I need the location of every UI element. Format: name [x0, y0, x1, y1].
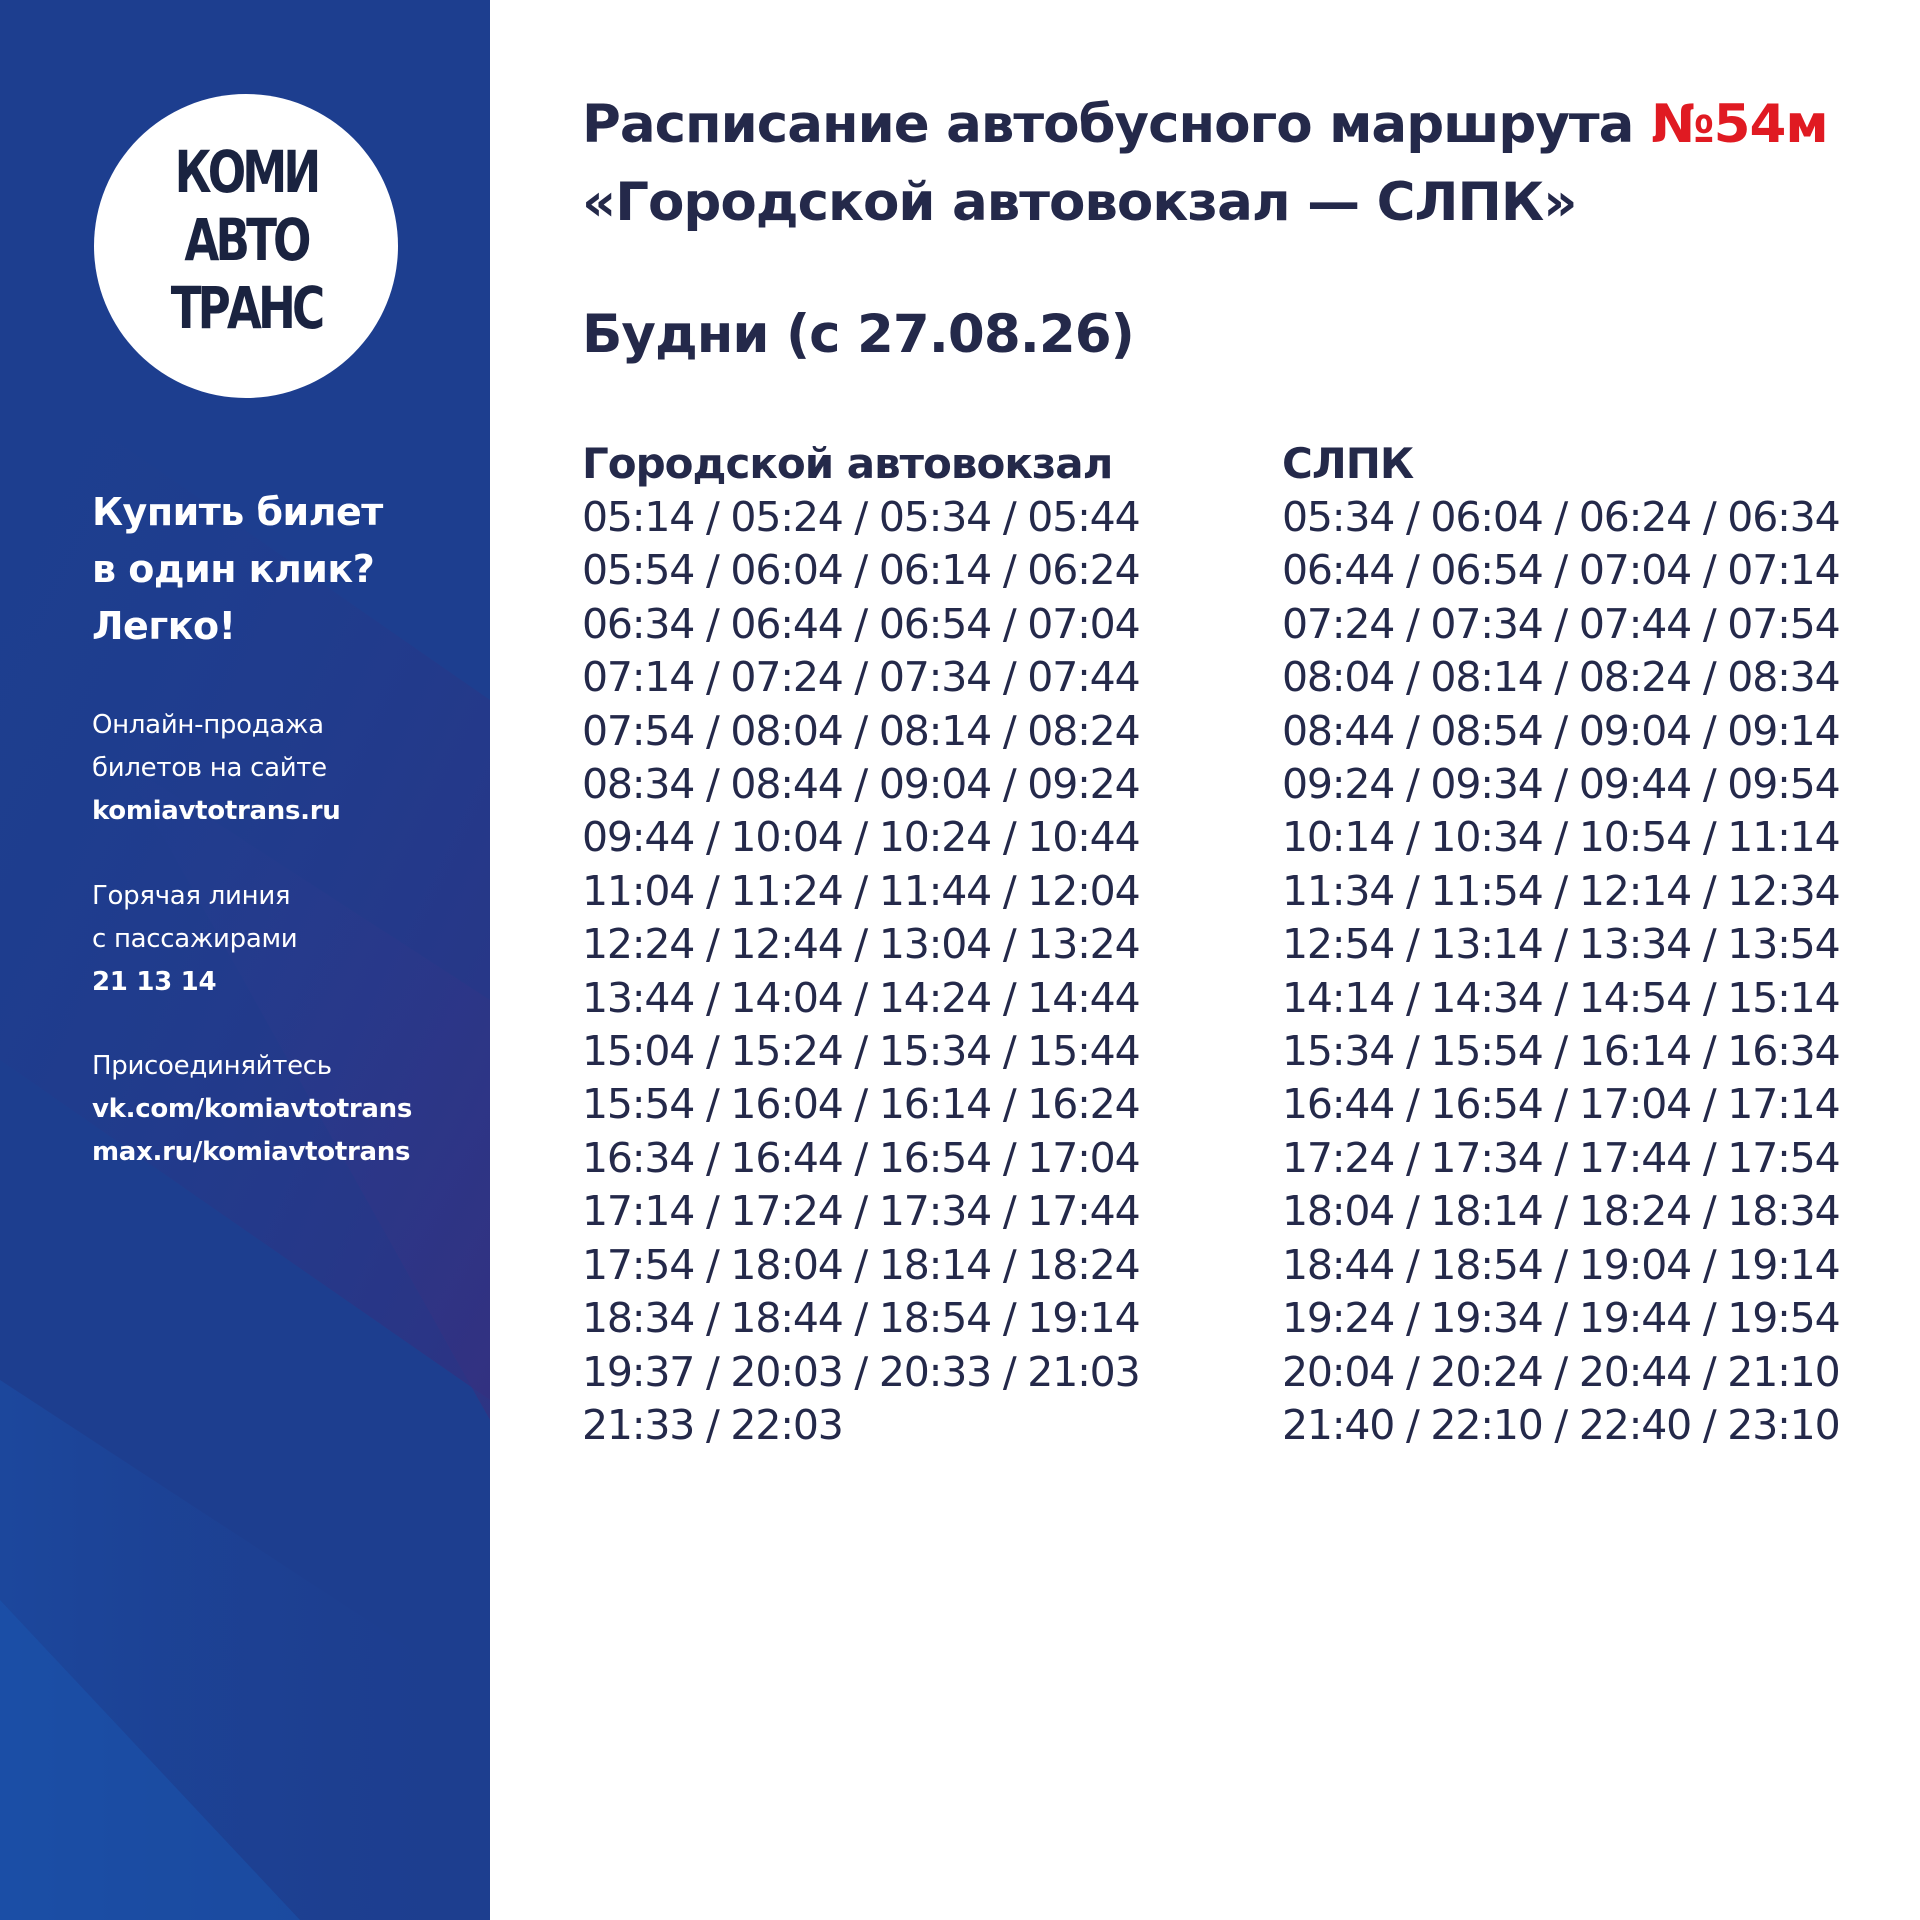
time-row: 12:54 / 13:14 / 13:34 / 13:54 [1282, 920, 1840, 969]
hotline-line-1: Горячая линия [92, 881, 291, 911]
schedule-column-bus-station [582, 437, 1139, 1452]
time-row: 17:14 / 17:24 / 17:34 / 17:44 [582, 1187, 1140, 1236]
column-header-slpk: СЛПК [1282, 439, 1414, 488]
time-row: 20:04 / 20:24 / 20:44 / 21:10 [1282, 1347, 1840, 1396]
time-row: 16:44 / 16:54 / 17:04 / 17:14 [1282, 1080, 1840, 1129]
time-row: 07:24 / 07:34 / 07:44 / 07:54 [1282, 599, 1840, 648]
promo-line-3: Легко! [92, 604, 236, 648]
time-row: 19:24 / 19:34 / 19:44 / 19:54 [1282, 1294, 1840, 1343]
departure-times-slpk [1282, 491, 1839, 1452]
day-type-heading: Будни (с 27.08.26) [582, 304, 1134, 365]
time-row: 15:34 / 15:54 / 16:14 / 16:34 [1282, 1027, 1840, 1076]
time-row: 15:54 / 16:04 / 16:14 / 16:24 [582, 1080, 1140, 1129]
time-row: 11:34 / 11:54 / 12:14 / 12:34 [1282, 866, 1840, 915]
time-row: 12:24 / 12:44 / 13:04 / 13:24 [582, 920, 1140, 969]
online-sales-block [92, 704, 482, 833]
time-row: 05:34 / 06:04 / 06:24 / 06:34 [1282, 493, 1840, 541]
time-row: 08:44 / 08:54 / 09:04 / 09:14 [1282, 706, 1840, 755]
time-row: 06:44 / 06:54 / 07:04 / 07:14 [1282, 546, 1840, 595]
time-row: 18:34 / 18:44 / 18:54 / 19:14 [582, 1294, 1140, 1343]
time-row: 17:54 / 18:04 / 18:14 / 18:24 [582, 1240, 1140, 1289]
hotline-line-2: с пассажирами [92, 924, 298, 954]
time-row: 08:04 / 08:14 / 08:24 / 08:34 [1282, 653, 1840, 702]
time-row: 16:34 / 16:44 / 16:54 / 17:04 [582, 1133, 1140, 1182]
time-row: 06:34 / 06:44 / 06:54 / 07:04 [582, 599, 1140, 648]
title-prefix: Расписание автобусного маршрута [582, 94, 1651, 155]
time-row: 05:14 / 05:24 / 05:34 / 05:44 [582, 493, 1140, 541]
schedule-column-slpk [1282, 437, 1839, 1452]
social-join-label: Присоединяйтесь [92, 1051, 332, 1081]
company-logo-text [127, 138, 364, 342]
promo-line-2: в один клик? [92, 547, 375, 591]
promo-line-1: Купить билет [92, 490, 383, 534]
departure-times-bus-station [582, 491, 1139, 1452]
promo-slogan [92, 484, 472, 655]
time-row: 13:44 / 14:04 / 14:24 / 14:44 [582, 973, 1140, 1022]
time-row: 21:40 / 22:10 / 22:40 / 23:10 [1282, 1400, 1840, 1449]
social-links-block [92, 1045, 482, 1174]
time-row: 09:24 / 09:34 / 09:44 / 09:54 [1282, 760, 1840, 809]
logo-line-2: АВТО [184, 206, 308, 274]
sidebar-panel [0, 0, 490, 1920]
time-row: 21:33 / 22:03 [582, 1400, 843, 1449]
time-row: 08:34 / 08:44 / 09:04 / 09:24 [582, 760, 1140, 809]
online-sales-line-1: Онлайн-продажа [92, 710, 324, 740]
time-row: 09:44 / 10:04 / 10:24 / 10:44 [582, 813, 1140, 862]
time-row: 19:37 / 20:03 / 20:33 / 21:03 [582, 1347, 1140, 1396]
time-row: 05:54 / 06:04 / 06:14 / 06:24 [582, 546, 1140, 595]
hotline-phone[interactable]: 21 13 14 [92, 967, 217, 997]
route-name: «Городской автовокзал — СЛПК» [582, 172, 1577, 233]
time-row: 11:04 / 11:24 / 11:44 / 12:04 [582, 866, 1140, 915]
logo-line-1: КОМИ [174, 138, 318, 206]
time-row: 17:24 / 17:34 / 17:44 / 17:54 [1282, 1133, 1840, 1182]
vk-link[interactable]: vk.com/komiavtotrans [92, 1094, 413, 1124]
max-link[interactable]: max.ru/komiavtotrans [92, 1137, 411, 1167]
time-row: 15:04 / 15:24 / 15:34 / 15:44 [582, 1027, 1140, 1076]
logo-line-3: ТРАНС [170, 274, 322, 342]
online-sales-line-2: билетов на сайте [92, 753, 327, 783]
company-logo [94, 94, 398, 398]
time-row: 10:14 / 10:34 / 10:54 / 11:14 [1282, 813, 1840, 862]
time-row: 18:04 / 18:14 / 18:24 / 18:34 [1282, 1187, 1840, 1236]
time-row: 07:54 / 08:04 / 08:14 / 08:24 [582, 706, 1140, 755]
time-row: 18:44 / 18:54 / 19:04 / 19:14 [1282, 1240, 1840, 1289]
time-row: 14:14 / 14:34 / 14:54 / 15:14 [1282, 973, 1840, 1022]
page-title [582, 86, 1828, 242]
website-link[interactable]: komiavtotrans.ru [92, 796, 341, 826]
time-row: 07:14 / 07:24 / 07:34 / 07:44 [582, 653, 1140, 702]
route-number: №54м [1650, 94, 1828, 155]
column-header-bus-station: Городской автовокзал [582, 439, 1113, 488]
hotline-block [92, 875, 482, 1004]
